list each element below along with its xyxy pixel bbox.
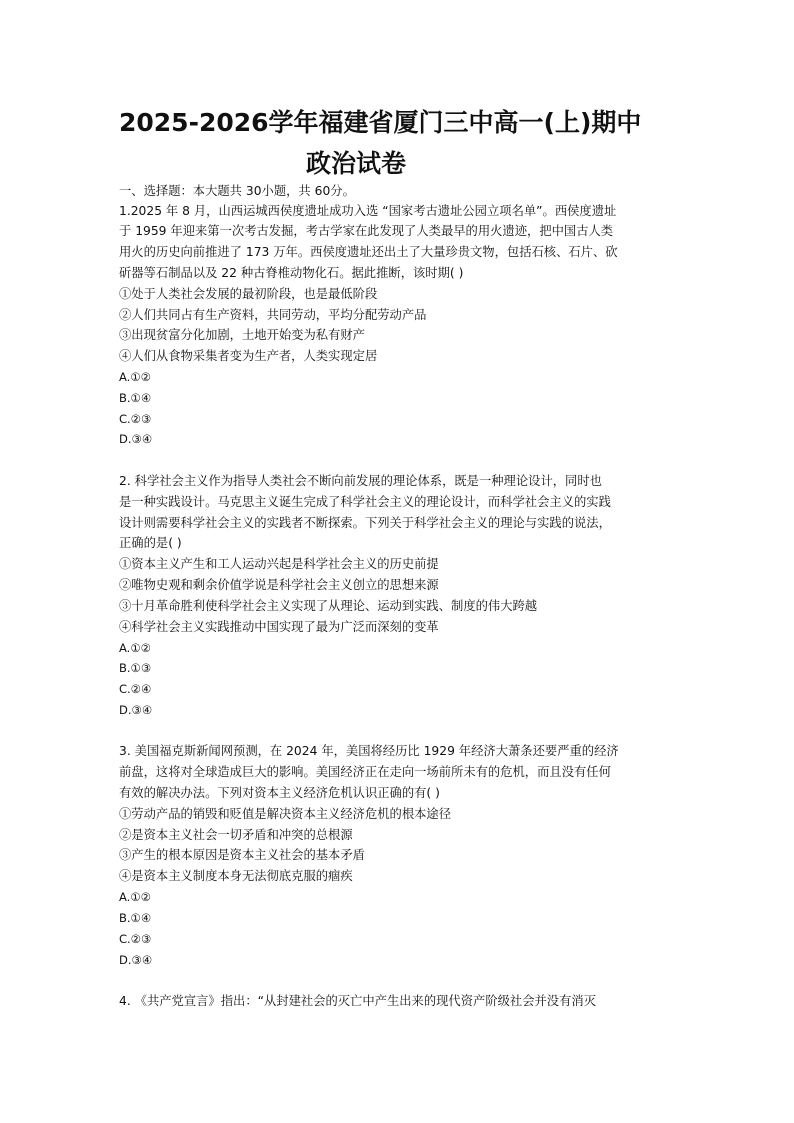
question-1-option: ①处于人类社会发展的最初阶段，也是最低阶段 [119, 287, 378, 301]
question-2-answer-b: B.①③ [119, 661, 152, 675]
question-1-line-1: 1.2025 年 8 月，山西运城西侯度遗址成功入选 “国家考古遗址公园立项名单”。西侯度遗址 [119, 204, 617, 218]
question-1-answer-b: B.①④ [119, 391, 152, 405]
question-1-option: ②人们共同占有生产资料，共同劳动，平均分配劳动产品 [119, 308, 427, 322]
question-1-line-4: 斫器等石制品以及 22 种古脊椎动物化石。据此推断，该时期( ) [119, 266, 464, 280]
question-2-option: ②唯物史观和剩余价值学说是科学社会主义创立的思想来源 [119, 578, 439, 592]
question-1-option: ④人们从食物采集者变为生产者，人类实现定居 [119, 349, 378, 363]
question-2-line-3: 设计则需要科学社会主义的实践者不断探索。下列关于科学社会主义的理论与实践的说法， [119, 516, 611, 530]
question-2-line-2: 是一种实践设计。马克思主义诞生完成了科学社会主义的理论设计，而科学社会主义的实践 [119, 495, 611, 509]
question-2-option: ④科学社会主义实践推动中国实现了最为广泛而深刻的变革 [119, 620, 439, 634]
question-4-line-1: 4. 《共产党宣言》指出：“从封建社会的灭亡中产生出来的现代资产阶级社会并没有消灭 [119, 994, 596, 1008]
exam-title: 2025-2026学年福建省厦门三中高一(上)期中 [119, 108, 642, 137]
question-2-answer-d: D.③④ [119, 703, 153, 717]
exam-subtitle: 政治试卷 [306, 149, 407, 178]
question-2-line-1: 2. 科学社会主义作为指导人类社会不断向前发展的理论体系，既是一种理论设计，同时也 [119, 474, 602, 488]
question-3-option: ④是资本主义制度本身无法彻底克服的痼疾 [119, 869, 353, 883]
question-3-option: ①劳动产品的销毁和贬值是解决资本主义经济危机的根本途径 [119, 807, 452, 821]
question-3-line-1: 3. 美国福克斯新闻网预测，在 2024 年，美国将经历比 1929 年经济大萧条还要严重的经济 [119, 744, 619, 758]
question-3-line-3: 有效的解决办法。下列对资本主义经济危机认识正确的有( ) [119, 786, 440, 800]
question-3-option: ②是资本主义社会一切矛盾和冲突的总根源 [119, 828, 353, 842]
question-2-answer-a: A.①② [119, 641, 151, 655]
question-1-option: ③出现贫富分化加剧，土地开始变为私有财产 [119, 328, 365, 342]
question-3-answer-b: B.①④ [119, 911, 152, 925]
question-3-answer-d: D.③④ [119, 953, 153, 967]
section-intro: 一、选择题：本大题共 30小题，共 60分。 [119, 184, 355, 198]
question-3-answer-a: A.①② [119, 890, 151, 904]
question-3-answer-c: C.②③ [119, 932, 152, 946]
question-1-answer-d: D.③④ [119, 432, 153, 446]
question-1-line-2: 于 1959 年迎来第一次考古发掘，考古学家在此发现了人类最早的用火遗迹，把中国古人类 [119, 224, 614, 238]
question-3-line-2: 前盘，这将对全球造成巨大的影响。美国经济正在走向一场前所未有的危机，而且没有任何 [119, 765, 611, 779]
question-1-line-3: 用火的历史向前推进了 173 万年。西侯度遗址还出土了大量珍贵文物，包括石核、石片、砍 [119, 245, 618, 259]
question-2-option: ③十月革命胜利使科学社会主义实现了从理论、运动到实践、制度的伟大跨越 [119, 599, 538, 613]
question-2-answer-c: C.②④ [119, 682, 152, 696]
question-2-option: ①资本主义产生和工人运动兴起是科学社会主义的历史前提 [119, 557, 439, 571]
question-2-line-4: 正确的是( ) [119, 536, 182, 550]
question-1-answer-c: C.②③ [119, 412, 152, 426]
question-1-answer-a: A.①② [119, 370, 151, 384]
question-3-option: ③产生的根本原因是资本主义社会的基本矛盾 [119, 848, 365, 862]
